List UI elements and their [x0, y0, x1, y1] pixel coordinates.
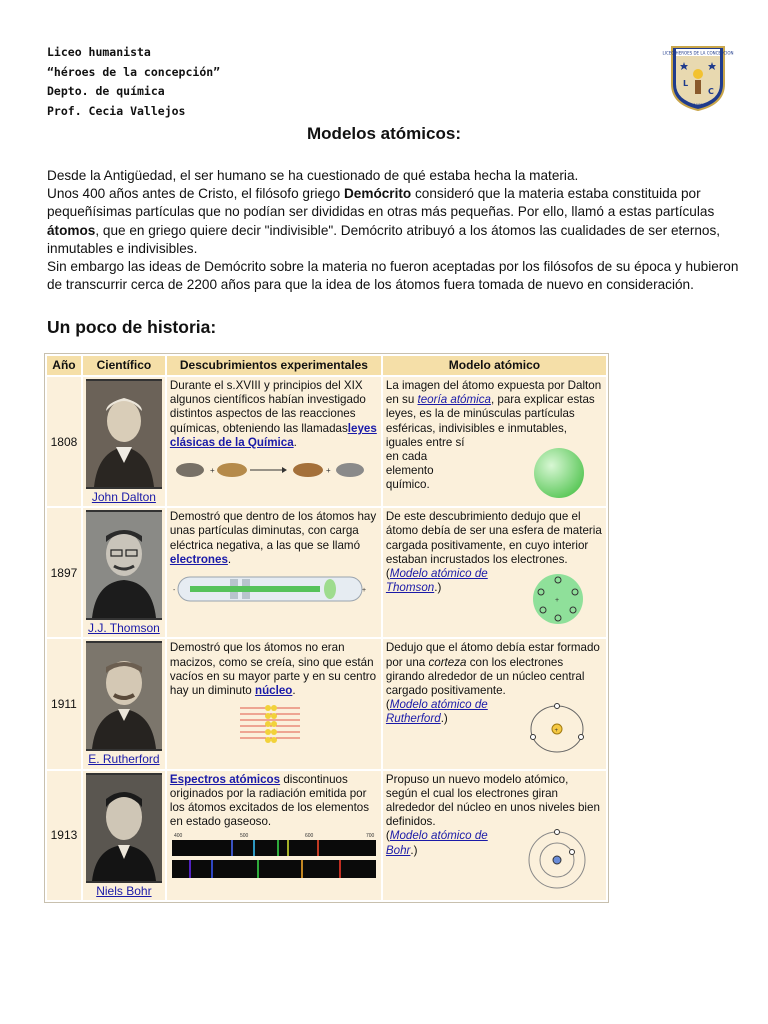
history-table [44, 353, 609, 903]
thomson-plum-pudding-model [529, 572, 587, 626]
department-line: Depto. de química [47, 84, 165, 98]
experiment-cell: Demostró que los átomos no eran macizos, como se creía, sino que están vacíos en su mayor parte y en su centro hay un diminuto núcleo. [167, 639, 381, 768]
crest-top-text: LICEO HEROES DE LA CONCEPCION [662, 50, 734, 56]
scientist-cell [83, 508, 165, 637]
table-row [47, 639, 606, 768]
header-year: Año [47, 356, 81, 375]
table-header-row [47, 356, 606, 375]
scientist-link-thomson[interactable]: J.J. Thomson [88, 621, 160, 636]
spectrum-tick-600: 600 [304, 833, 314, 840]
scientist-cell [83, 377, 165, 506]
intro-paragraph-1: Desde la Antigüedad, el ser humano se ha cuestionado de qué estaba hecha la materia. [47, 168, 579, 183]
bohr-orbital-model [525, 829, 589, 891]
svg-text:+: + [325, 466, 331, 476]
scientist-cell [83, 771, 165, 900]
thomson-model-link[interactable]: Modelo atómico de Thomson [385, 567, 488, 595]
atomic-theory-link[interactable]: teoría atómica [417, 393, 491, 407]
document-header [47, 43, 220, 121]
scientist-link-bohr[interactable]: Niels Bohr [96, 883, 152, 898]
atomic-spectra-link[interactable]: Espectros atómicos [169, 772, 281, 786]
dalton-sphere-model [531, 445, 587, 501]
rutherford-portrait [86, 641, 162, 751]
crest-letter-c: C [708, 87, 714, 96]
intro-paragraph-2: Unos 400 años antes de Cristo, el filósofo griego Demócrito consideró que la materia estaba constituida por pequeñísimas partículas que no podían ser divididas en otras más pequeñas. Por ello, llamó a estas partículas átomos, que en griego quiere decir "indivisible". Demócrito atribuyó a los átomos las cualidades de ser eternos, inmutables e indivisibles. [47, 186, 721, 256]
rutherford-nuclear-model [527, 703, 587, 755]
experiment-cell: Demostró que dentro de los átomos hay unas partículas diminutas, con carga eléctrica negativa, a las que se llamó electrones. - + [167, 508, 381, 637]
school-line: Liceo humanista [47, 45, 151, 59]
header-scientist: Científico [83, 356, 165, 375]
school-name-line: “héroes de la concepción” [47, 64, 221, 79]
table-row [47, 508, 606, 637]
model-cell: Propuso un nuevo modelo atómico, según el cual los electrones giran alrededor del núcleo en unos niveles bien definidos. (Modelo atómico de Bohr.) [383, 771, 606, 900]
experiment-cell: Durante el s.XVIII y principios del XIX algunos científicos habían investigado distintos aspectos de las reacciones químicas, obteniendo las llamadasleyes clásicas de la Química. + + [167, 377, 381, 506]
table-row [47, 771, 606, 900]
cathode-ray-tube [170, 571, 370, 607]
gold-foil-experiment [170, 704, 370, 744]
year-cell: 1897 [47, 508, 81, 637]
teacher-line: Prof. Cecia Vallejos [47, 103, 186, 118]
spectrum-tick-500: 500 [239, 833, 249, 840]
crest-letter-l: L [683, 79, 689, 88]
bohr-model-link[interactable]: Modelo atómico de Bohr [385, 829, 488, 857]
spectrum-tick-400: 400 [173, 833, 183, 840]
model-cell: De este descubrimiento dedujo que el átomo debía de ser una esfera de materia cargada positivamente, en cuyo interior estaban incrustados los electrones. (Modelo atómico de Thomson.) + [383, 508, 606, 637]
model-cell: La imagen del átomo expuesta por Dalton en su teoría atómica, para explicar estas leyes, es la de minúsculas partículas esféricas, indivisibles e inmutables, iguales entre sí en cada elemento químico. [383, 377, 606, 506]
year-cell: 1913 [47, 771, 81, 900]
bohr-portrait [86, 773, 162, 883]
scientist-link-dalton[interactable]: John Dalton [91, 490, 156, 504]
dalton-portrait [86, 379, 162, 489]
page-title: Modelos atómicos: [307, 124, 461, 143]
scientist-cell [83, 639, 165, 768]
crest-year: 1969 [693, 103, 703, 107]
intro-paragraph-3: Sin embargo las ideas de Demócrito sobre la materia no fueron aceptadas por los filósofos de su época y hubieron de transcurrir cerca de 2200 años para que la idea de los átomos fuera tomada de nuevo en consideración. [47, 259, 739, 293]
svg-text:+: + [554, 728, 558, 735]
scientist-link-rutherford[interactable]: E. Rutherford [88, 752, 160, 767]
emission-spectrum [170, 831, 378, 881]
year-cell: 1808 [47, 377, 81, 506]
header-model: Modelo atómico [383, 356, 606, 375]
svg-text:-: - [172, 587, 176, 595]
democritus-bold: Demócrito [343, 186, 412, 202]
model-cell: Dedujo que el átomo debía estar formado por una corteza con los electrones girando alrededor de un núcleo central cargado positivamente. (Modelo atómico de Rutherford.) + [383, 639, 606, 768]
atoms-bold: átomos [47, 222, 96, 238]
experiment-cell: Espectros atómicos discontinuos originados por la radiación emitida por los átomos excitados de los elementos en estado gaseoso. 400 500 600 700 [167, 771, 381, 900]
school-crest-logo [662, 44, 734, 112]
rutherford-model-link[interactable]: Modelo atómico de Rutherford [385, 698, 488, 726]
intro-text [47, 167, 747, 294]
header-experiments: Descubrimientos experimentales [167, 356, 381, 375]
svg-text:+: + [554, 597, 559, 605]
classical-laws-link[interactable]: leyes clásicas de la Química [169, 421, 377, 449]
svg-text:+: + [361, 587, 366, 595]
year-cell: 1911 [47, 639, 81, 768]
reaction-illustration [170, 454, 370, 478]
dalton-model-tail: iguales entre sí en cada elemento químico. [385, 435, 465, 492]
thomson-portrait [86, 510, 162, 620]
electrons-link[interactable]: electrones [169, 552, 228, 566]
svg-text:+: + [209, 466, 215, 476]
table-row [47, 377, 606, 506]
nucleus-link[interactable]: núcleo [254, 684, 293, 698]
section-title: Un poco de historia: [47, 317, 217, 337]
spectrum-tick-700: 700 [365, 833, 375, 840]
